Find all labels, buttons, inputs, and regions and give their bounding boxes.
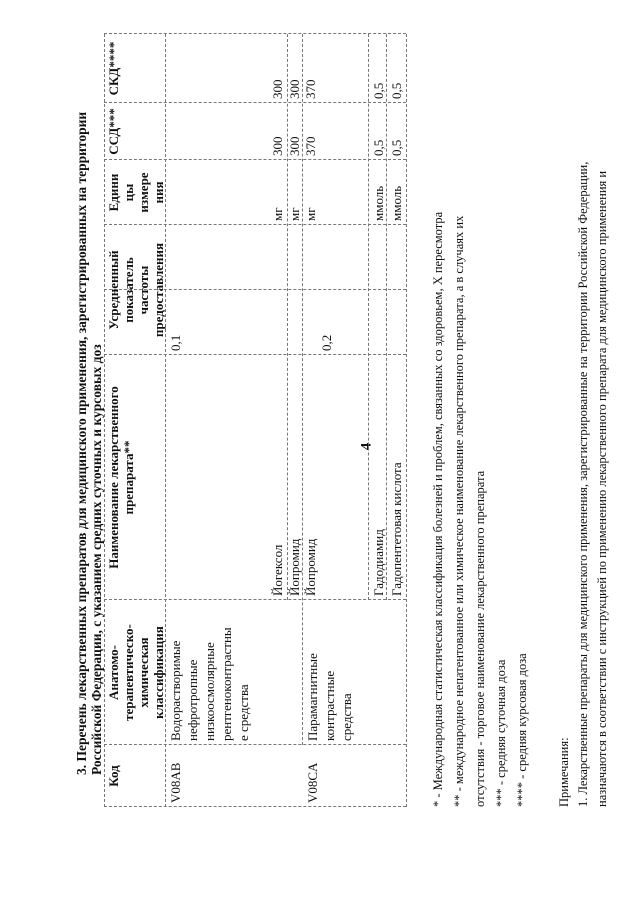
group-frequency: 0,1 — [168, 334, 183, 351]
group-frequency: 0,2 — [319, 334, 334, 351]
footnote: отсутствия - торговое наименование лекарственного препарата — [473, 470, 487, 807]
drug-unit: ммоль — [371, 185, 386, 221]
drug-skd: 300 — [270, 79, 285, 99]
drug-unit: мг — [287, 207, 302, 221]
drug-unit: мг — [303, 207, 318, 221]
drug-ssd: 0,5 — [371, 139, 386, 156]
drug-skd: 0,5 — [389, 82, 404, 99]
footnote: * - Международная статистическая классификация болезней и проблем, связанных со здоровьем, X пересмотра — [431, 211, 445, 807]
drug-skd: 300 — [287, 79, 302, 99]
drug-name: Йопромид — [303, 538, 318, 596]
notes-line: 1. Лекарственные препараты для медицинского применения, зарегистрированные на территории Российской Федерации, — [576, 161, 590, 807]
header-drug-name: Наименование лекарственного препарата** — [106, 386, 136, 569]
drug-name: Гадопентетовая кислота — [389, 462, 404, 596]
header-code: Код — [106, 765, 121, 787]
header-frequency: Усредненный показатель частоты предоставления — [106, 242, 166, 338]
page-number: 4 — [358, 442, 375, 451]
drug-ssd: 300 — [270, 136, 285, 156]
group-code: V08CA — [305, 762, 320, 803]
section-title-line2: Российской Федерации, с указанием средних суточных и курсовых доз — [89, 344, 104, 775]
drug-skd: 0,5 — [371, 82, 386, 99]
footnote: ** - международное непатентованное или химическое наименование лекарственного препарата, а в случаях их — [452, 215, 466, 807]
group-atc: Парамагнитные контрастные средства — [305, 653, 354, 741]
header-skd: СКД**** — [106, 41, 121, 96]
drug-name: Йопромид — [287, 538, 302, 596]
drug-ssd: 0,5 — [389, 139, 404, 156]
section-title-line1: 3. Перечень лекарственных препаратов для медицинского применения, зарегистрированных на территории — [74, 111, 89, 775]
group-atc: Водорастворимые нефротропные низкоосмолярные рентгеноконтрастны е средства — [168, 627, 251, 741]
drug-name: Гадодиамид — [371, 529, 386, 596]
header-atc: Анатомо- терапевтическо- химическая классификация — [106, 624, 166, 721]
header-ssd: ССД*** — [106, 108, 121, 155]
footnote: **** - средняя курсовая доза — [515, 653, 529, 807]
drug-unit: мг — [270, 207, 285, 221]
header-units: Едини цы измере ния — [106, 172, 166, 213]
group-code: V08AB — [168, 762, 183, 803]
notes-title: Примечания: — [557, 737, 571, 807]
drug-ssd: 300 — [287, 136, 302, 156]
drug-name: Йогексол — [270, 544, 285, 596]
footnote: *** - средняя суточная доза — [494, 659, 508, 807]
notes-line: назначаются в соответствии с инструкцией по применению лекарственного препарата для медицинского применения и — [595, 170, 609, 807]
drug-unit: ммоль — [389, 185, 404, 221]
drug-ssd: 370 — [303, 136, 318, 156]
drug-skd: 370 — [303, 79, 318, 99]
